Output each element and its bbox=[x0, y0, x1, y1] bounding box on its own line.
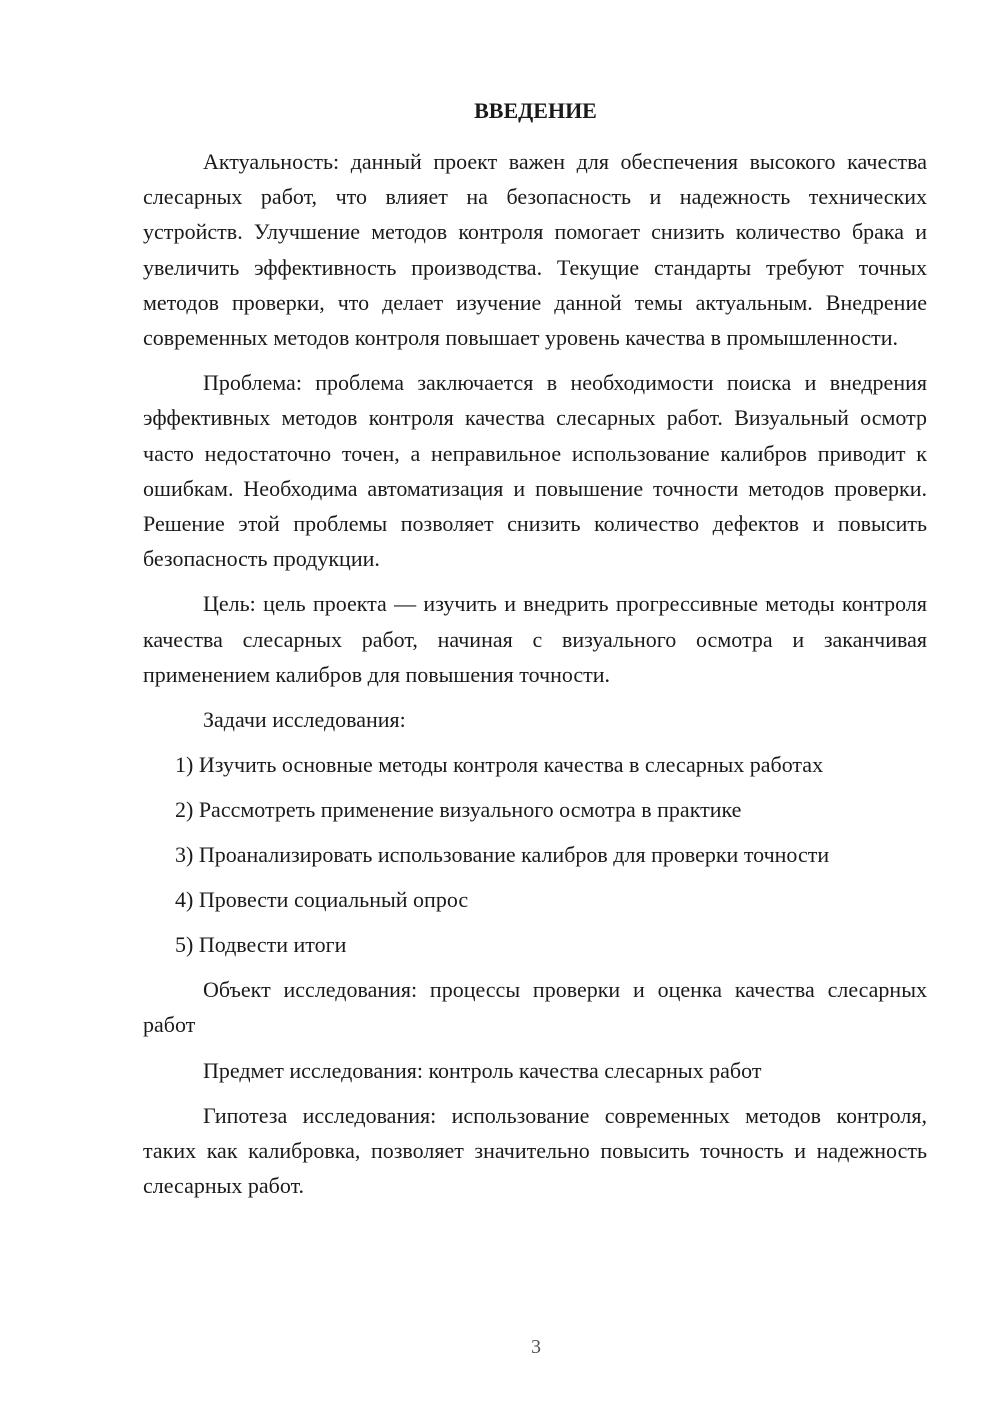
section-title: ВВЕДЕНИЕ bbox=[474, 98, 597, 123]
page-number: 3 bbox=[531, 1336, 541, 1358]
relevance-paragraph: Актуальность: данный проект важен для обеспечения высокого качества слесарных работ, что влияет на безопасность и надежность технических устройств. Улучшение методов контроля помогает снизить количество брака и увеличить эффективность производства. Текущие стандарты требуют точных методов проверки, что делает изучение данной темы актуальным. Внедрение современных методов контроля повышает уровень качества в промышленности. bbox=[143, 149, 927, 351]
tasks-heading: Задачи исследования: bbox=[203, 707, 406, 733]
object-paragraph: Объект исследования: процессы проверки и оценка качества слесарных работ bbox=[143, 977, 927, 1038]
task-item: 2) Рассмотреть применение визуального осмотра в практике bbox=[175, 797, 742, 823]
task-item: 3) Проанализировать использование калибров для проверки точности bbox=[175, 842, 830, 868]
task-item: 5) Подвести итоги bbox=[175, 932, 347, 958]
document-body bbox=[143, 96, 927, 1203]
tasks-list bbox=[143, 747, 927, 962]
task-item: 4) Провести социальный опрос bbox=[175, 887, 469, 913]
goal-paragraph: Цель: цель проекта — изучить и внедрить прогрессивные методы контроля качества слесарных работ, начиная с визуального осмотра и заканчивая применением калибров для повышения точности. bbox=[143, 591, 927, 687]
task-item: 1) Изучить основные методы контроля качества в слесарных работах bbox=[175, 752, 824, 778]
problem-paragraph: Проблема: проблема заключается в необходимости поиска и внедрения эффективных методов контроля качества слесарных работ. Визуальный осмотр часто недостаточно точен, а неправильное использование калибров приводит к ошибкам. Необходима автоматизация и повышение точности методов проверки. Решение этой проблемы позволяет снизить количество дефектов и повысить безопасность продукции. bbox=[143, 370, 927, 572]
hypothesis-paragraph: Гипотеза исследования: использование современных методов контроля, таких как калибровка, позволяет значительно повысить точность и надежность слесарных работ. bbox=[143, 1102, 927, 1199]
subject-paragraph: Предмет исследования: контроль качества слесарных работ bbox=[203, 1057, 762, 1083]
